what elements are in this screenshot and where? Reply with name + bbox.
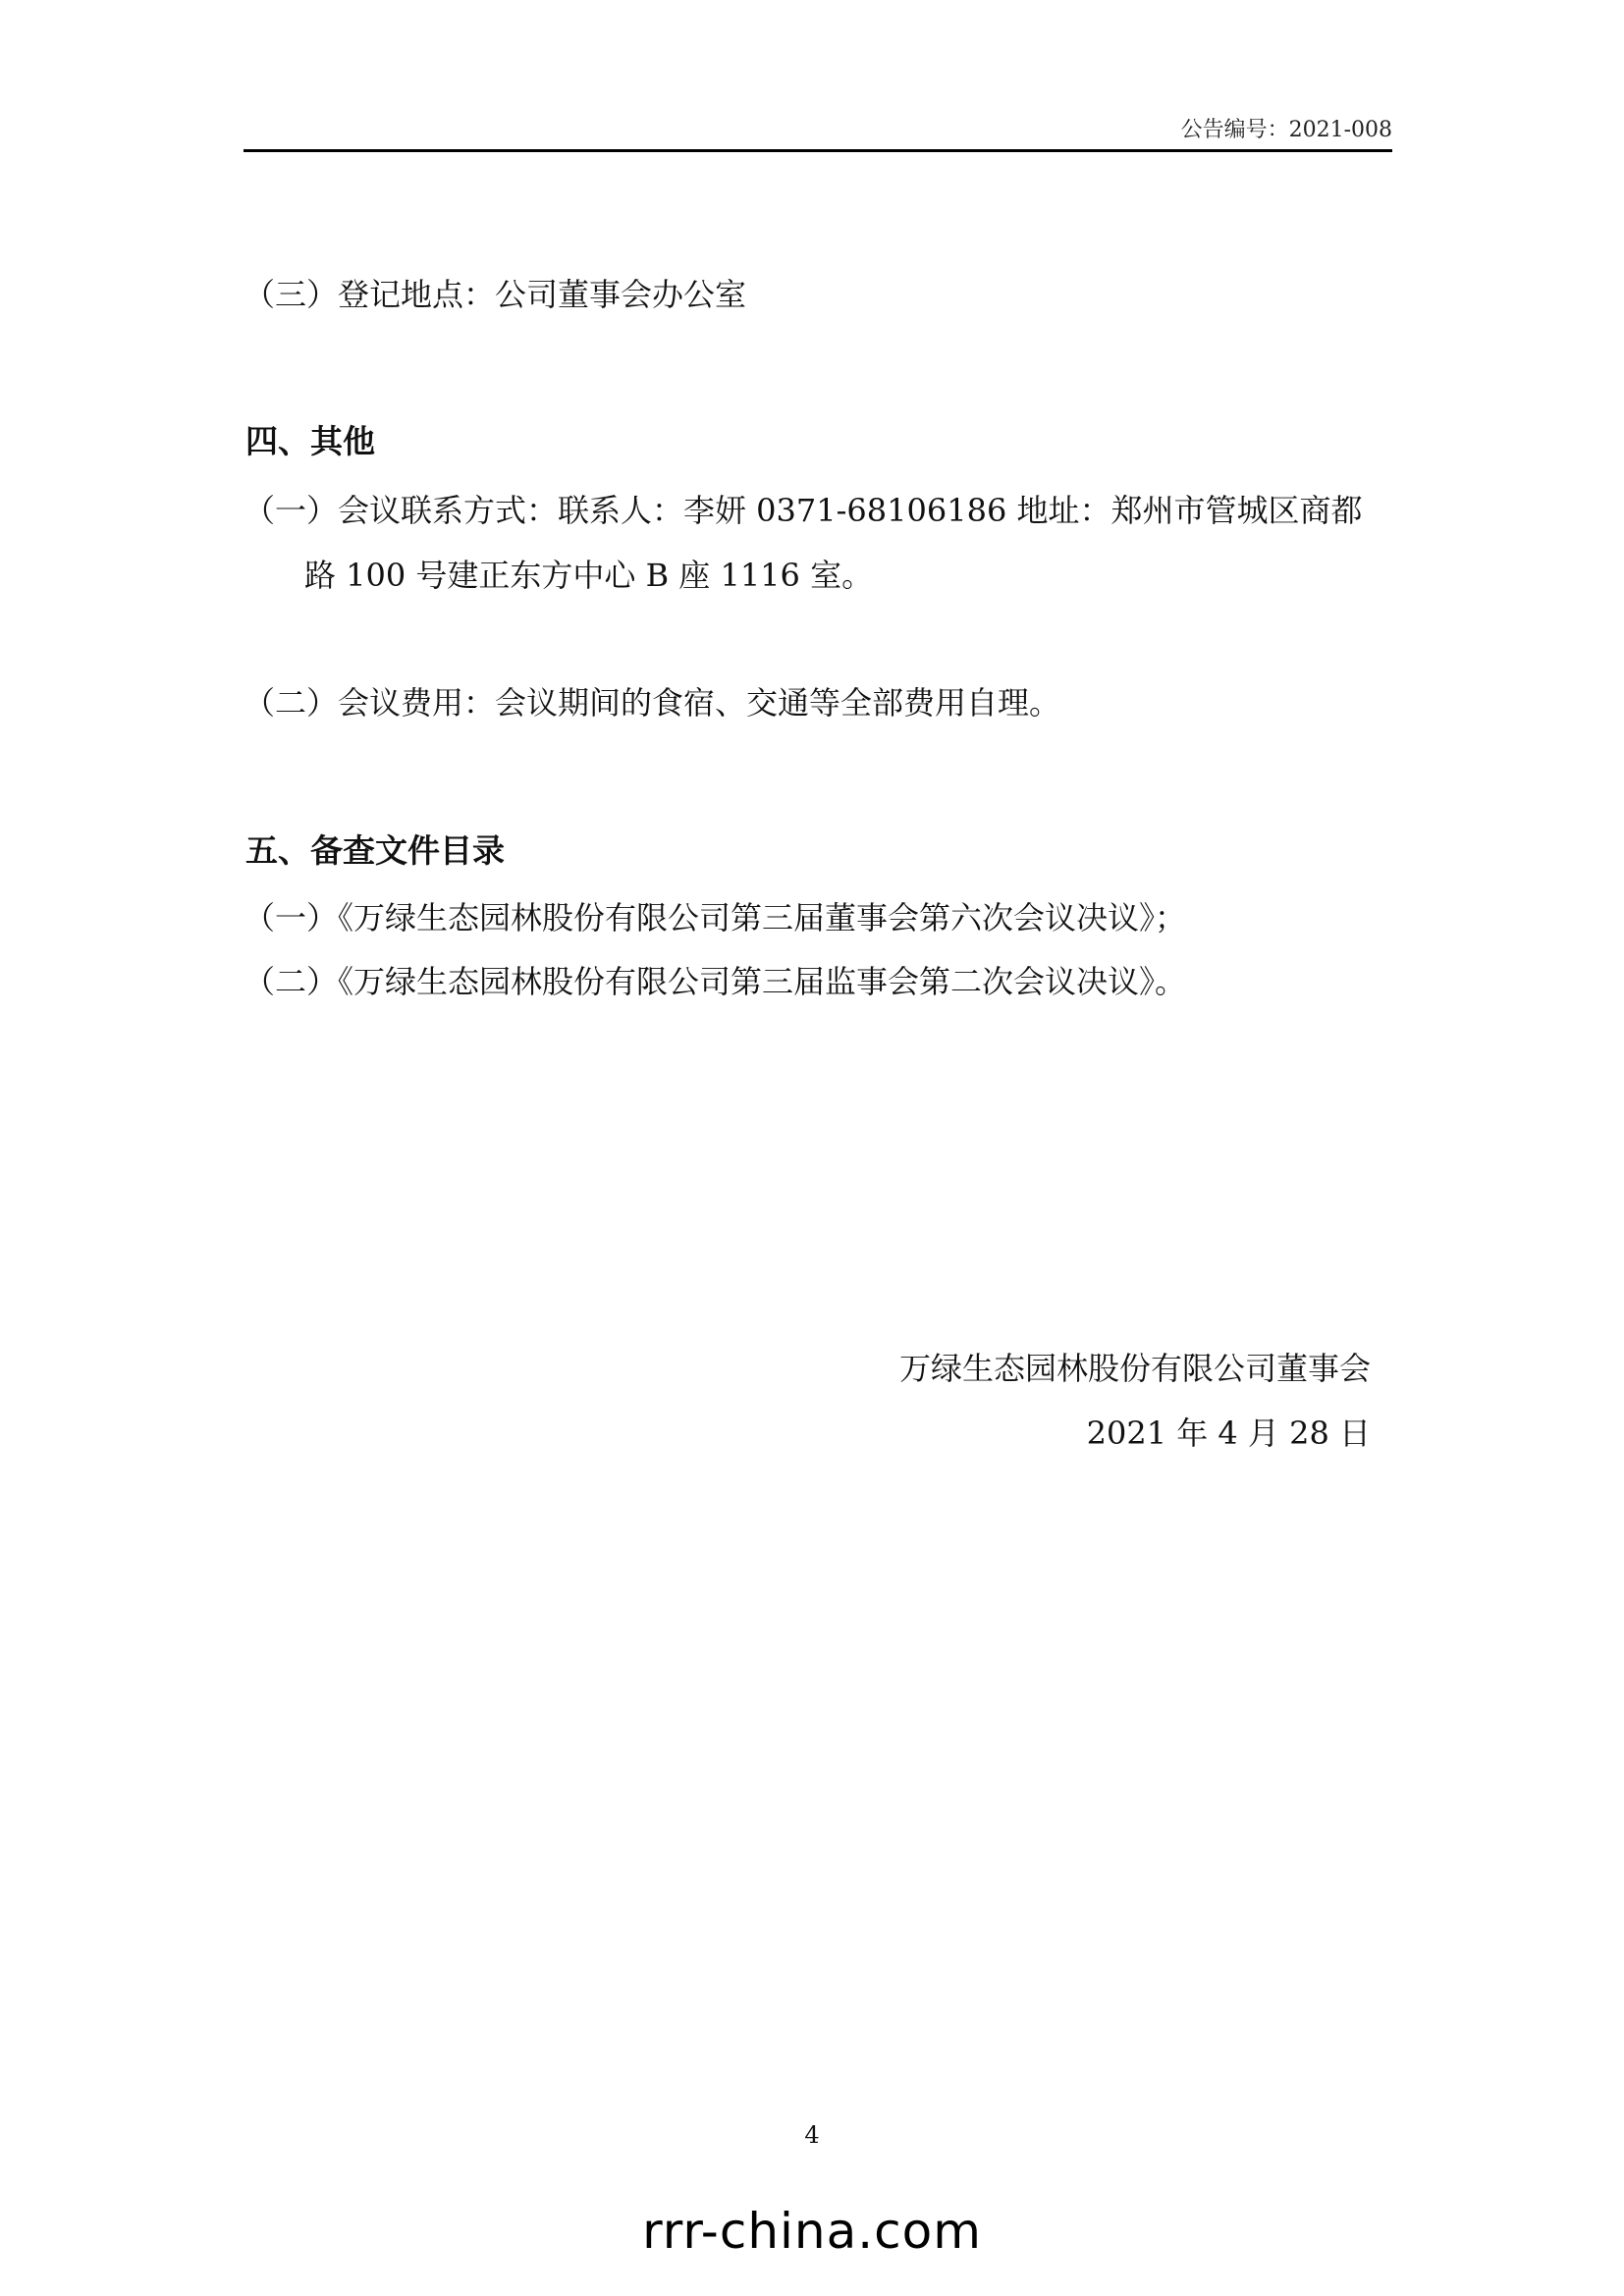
meeting-fees: （二）会议费用：会议期间的食宿、交通等全部费用自理。 xyxy=(244,684,1061,721)
announcement-number: 公告编号：2021-008 xyxy=(1180,118,1392,142)
signature-company: 万绿生态园林股份有限公司董事会 xyxy=(898,1350,1371,1387)
contact-info-line2: 路 100 号建正东方中心 B 座 1116 室。 xyxy=(304,557,874,594)
reference-doc-2: （二）《万绿生态园林股份有限公司第三届监事会第二次会议决议》。 xyxy=(244,963,1187,1000)
header-divider xyxy=(244,149,1392,152)
section-5-heading: 五、备查文件目录 xyxy=(245,831,505,870)
watermark: rrr-china.com xyxy=(642,2203,982,2260)
contact-info-line1: （一）会议联系方式：联系人：李妍 0371-68106186 地址：郑州市管城区商都 xyxy=(244,492,1363,529)
reference-doc-1: （一）《万绿生态园林股份有限公司第三届董事会第六次会议决议》； xyxy=(244,899,1187,936)
page-number: 4 xyxy=(804,2121,820,2149)
section-4-heading: 四、其他 xyxy=(245,422,375,460)
registration-location: （三）登记地点：公司董事会办公室 xyxy=(244,276,747,313)
signature-date: 2021 年 4 月 28 日 xyxy=(1086,1415,1371,1452)
